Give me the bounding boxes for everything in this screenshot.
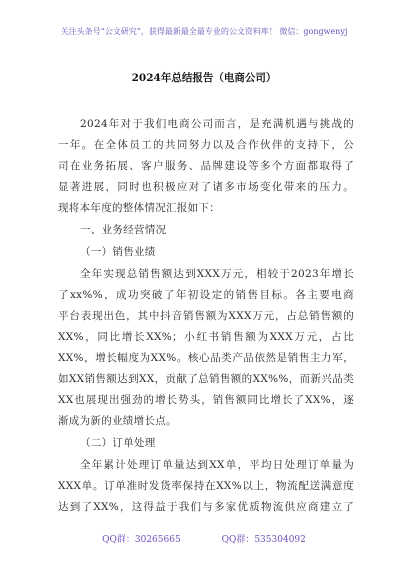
paragraph-line: 平台表现出色，其中抖音销售额为XXX万元，占总销售额的 bbox=[58, 310, 354, 322]
paragraph-line: 了xx%%，成功突破了年初设定的销售目标。各主要电商 bbox=[58, 289, 354, 301]
paragraph-line: 如XX销售额达到XX，贡献了总销售额的XX%%，而新兴品类 bbox=[58, 373, 354, 385]
paragraph-line: XX%，增长幅度为XX%。核心品类产品依然是销售主力军， bbox=[58, 352, 354, 364]
paragraph-line: 显著进展，同时也积极应对了诸多市场变化带来的压力。 bbox=[58, 181, 354, 193]
subsection-heading: （二）订单处理 bbox=[80, 437, 156, 449]
section-heading: 一、业务经营情况 bbox=[80, 224, 167, 236]
paragraph-line: 全年累计处理订单量达到XX单，平均日处理订单量为 bbox=[80, 459, 354, 471]
paragraph-line: XX%，同比增长XX%；小红书销售额为XXX万元，占比 bbox=[58, 331, 354, 343]
footer-qq-group-1: QQ群：30265665 bbox=[102, 535, 181, 545]
paragraph-line: 渐成为新的业绩增长点。 bbox=[58, 415, 177, 427]
subsection-heading: （一）销售业绩 bbox=[80, 246, 156, 258]
header-banner: 关注头条号“公文研究”，获得最新最全最专业的公文资料库！ 微信：gongwenyj bbox=[60, 27, 348, 36]
document-title: 2024年总结报告（电商公司） bbox=[131, 72, 277, 84]
footer-qq-group-2: QQ群：535304092 bbox=[221, 535, 306, 545]
paragraph-line: XX也展现出强劲的增长势头，销售额同比增长了XX%，逐 bbox=[58, 394, 354, 406]
paragraph-line: 现将本年度的整体情况汇报如下： bbox=[58, 202, 220, 214]
paragraph-line: 一年。在全体员工的共同努力以及合作伙伴的支持下，公 bbox=[58, 139, 354, 151]
paragraph-line: 全年实现总销售额达到XXX万元，相较于2023年增长 bbox=[80, 268, 354, 280]
paragraph-line: 司在业务拓展、客户服务、品牌建设等多个方面都取得了 bbox=[58, 160, 354, 172]
paragraph-line: XXX单。订单准时发货率保持在XX%以上，物流配送满意度 bbox=[58, 480, 354, 492]
footer-contact bbox=[0, 532, 408, 545]
paragraph-line: 2024年对于我们电商公司而言，是充满机遇与挑战的 bbox=[80, 118, 354, 130]
paragraph-line: 达到了XX%，这得益于我们与多家优质物流供应商建立了 bbox=[58, 501, 354, 513]
